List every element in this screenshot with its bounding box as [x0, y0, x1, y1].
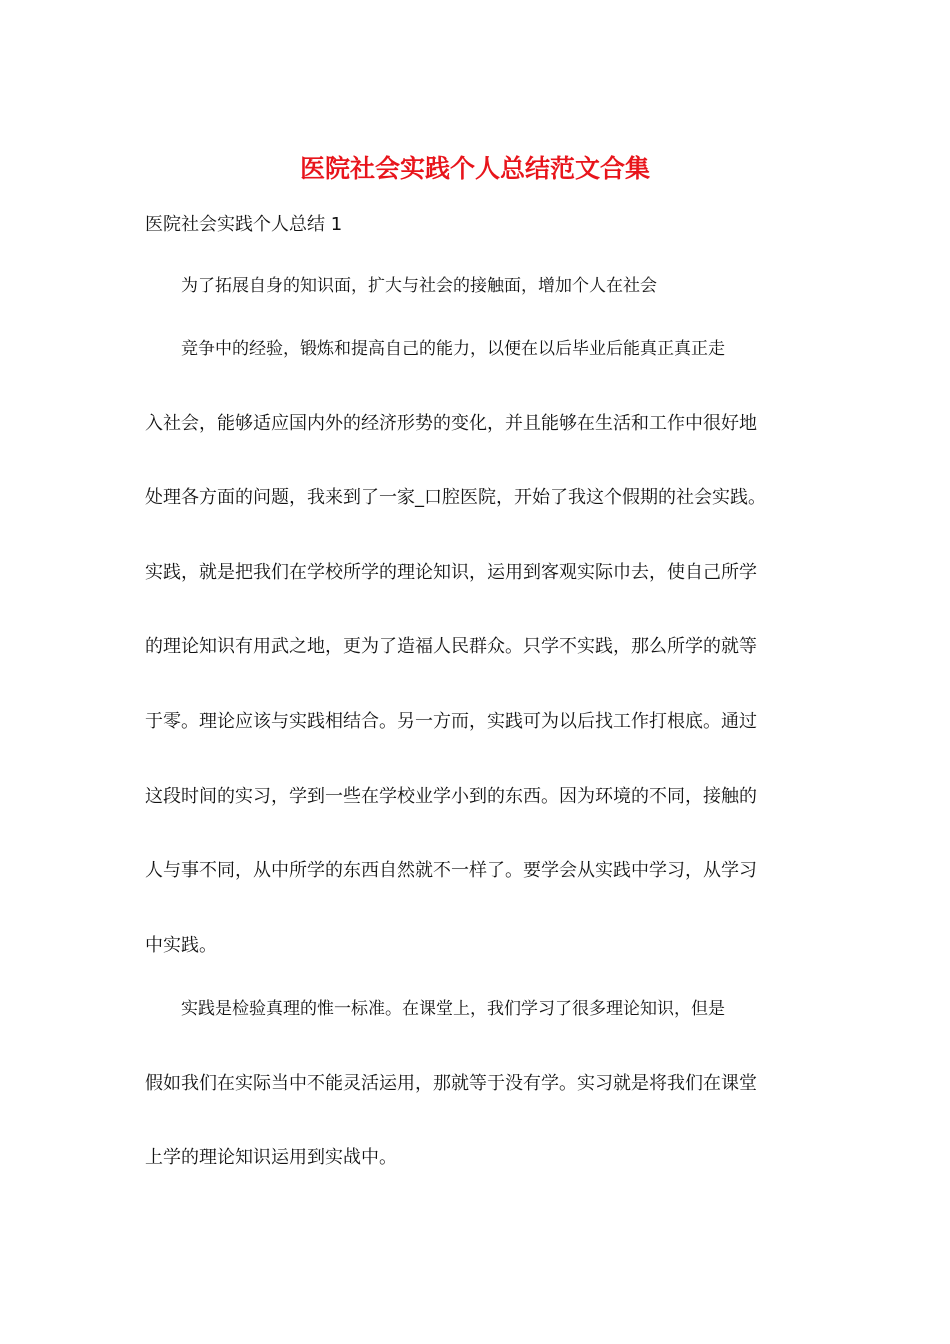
paragraph-line: 竞争中的经验，锻炼和提高自己的能力，以便在以后毕业后能真正真正走 — [181, 339, 725, 359]
paragraph-line: 实践，就是把我们在学校所学的理论知识，运用到客观实际巾去，使自己所学 — [145, 562, 757, 583]
paragraph-line: 假如我们在实际当中不能灵活运用，那就等于没有学。实习就是将我们在课堂 — [145, 1073, 757, 1094]
section-heading: 医院社会实践个人总结 1 — [145, 214, 343, 235]
paragraph-line: 的理论知识有用武之地，更为了造福人民群众。只学不实践，那么所学的就等 — [145, 636, 757, 657]
paragraph-line: 这段时间的实习，学到一些在学校业学小到的东西。因为环境的不同，接触的 — [145, 786, 757, 807]
paragraph-line: 上学的理论知识运用到实战中。 — [145, 1147, 397, 1168]
paragraph-line: 入社会，能够适应国内外的经济形势的变化，并且能够在生活和工作中很好地 — [145, 413, 757, 434]
paragraph-line: 处理各方面的问题，我来到了一家_口腔医院，开始了我这个假期的社会实践。 — [145, 487, 766, 508]
document-title: 医院社会实践个人总结范文合集 — [299, 154, 650, 183]
paragraph-line: 人与事不同，从中所学的东西自然就不一样了。要学会从实践中学习，从学习 — [145, 860, 757, 881]
paragraph-line: 实践是检验真理的惟一标准。在课堂上，我们学习了很多理论知识，但是 — [181, 999, 725, 1019]
paragraph-line: 为了拓展自身的知识面，扩大与社会的接触面，增加个人在社会 — [181, 276, 657, 296]
paragraph-line: 中实践。 — [145, 935, 217, 956]
paragraph-line: 于零。理论应该与实践相结合。另一方而，实践可为以后找工作打根底。通过 — [145, 711, 757, 732]
